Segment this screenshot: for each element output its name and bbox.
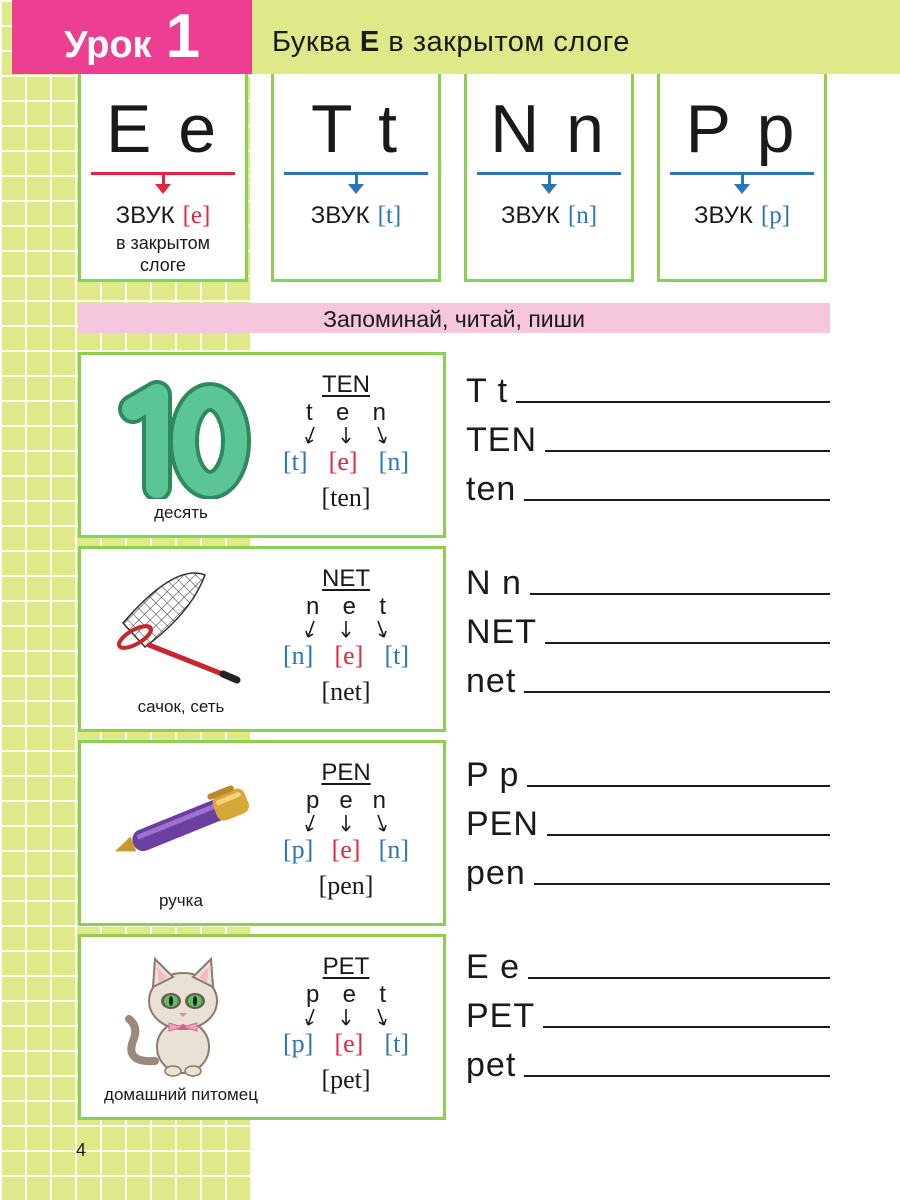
picture-caption: ручка bbox=[159, 891, 203, 910]
scheme-sound: [e] bbox=[328, 447, 358, 476]
writing-prompt: P p bbox=[466, 756, 520, 794]
arrow-stem bbox=[162, 174, 165, 184]
writing-row[interactable] bbox=[466, 805, 830, 844]
word-card-pet bbox=[78, 934, 446, 1120]
writing-line[interactable] bbox=[524, 499, 830, 501]
scheme-word: PET bbox=[322, 953, 370, 980]
scheme-letter: e bbox=[342, 981, 357, 1008]
scheme-letter: e bbox=[342, 593, 357, 620]
writing-line[interactable] bbox=[516, 401, 830, 403]
scheme-letter: t bbox=[306, 399, 313, 426]
sound-line bbox=[274, 202, 438, 230]
scheme-sound: [p] bbox=[283, 835, 314, 864]
note-line: в закрытом bbox=[115, 233, 211, 253]
scheme-letter: t bbox=[379, 981, 386, 1008]
writing-line[interactable] bbox=[530, 593, 830, 595]
word-card-net bbox=[78, 546, 446, 732]
scheme-letters bbox=[306, 983, 386, 1007]
scheme-sound: [e] bbox=[334, 1029, 364, 1058]
scheme-sounds bbox=[283, 641, 409, 671]
sound-line bbox=[467, 202, 631, 230]
down-arrow-icon bbox=[734, 184, 750, 194]
scheme-sound: [e] bbox=[331, 835, 361, 864]
arrow-stem bbox=[355, 174, 358, 184]
lesson-number: 1 bbox=[165, 2, 201, 71]
sound-label: ЗВУК bbox=[500, 202, 560, 229]
sound-label: ЗВУК bbox=[310, 202, 370, 229]
sound-symbol: [p] bbox=[760, 202, 791, 229]
pen-icon bbox=[105, 757, 255, 887]
scheme-sound: [n] bbox=[283, 641, 314, 670]
arrows-icon bbox=[296, 1007, 396, 1029]
arrows-icon bbox=[296, 619, 396, 641]
arrows-icon bbox=[296, 813, 396, 835]
writing-prompt: ten bbox=[466, 470, 517, 508]
lesson-word: Урок bbox=[63, 24, 152, 66]
transcription: [pen] bbox=[318, 871, 374, 900]
word-card-pen bbox=[78, 740, 446, 926]
instruction-banner: Запоминай, читай, пиши bbox=[78, 303, 830, 333]
scheme-letters bbox=[306, 789, 386, 813]
scheme-sound: [n] bbox=[378, 835, 409, 864]
writing-row[interactable] bbox=[466, 372, 830, 411]
transcription: [net] bbox=[321, 677, 371, 706]
writing-prompt: T t bbox=[466, 372, 509, 410]
title-letter: E bbox=[359, 26, 380, 58]
picture-caption: сачок, сеть bbox=[137, 697, 225, 716]
sound-label: ЗВУК bbox=[693, 202, 753, 229]
scheme-word: NET bbox=[322, 565, 370, 592]
scheme-sounds bbox=[283, 447, 409, 477]
scheme-sound: [e] bbox=[334, 641, 364, 670]
down-arrow-icon bbox=[155, 184, 171, 194]
scheme-sounds bbox=[283, 835, 409, 865]
writing-row[interactable] bbox=[466, 1046, 830, 1085]
scheme-sounds bbox=[283, 1029, 409, 1059]
writing-line[interactable] bbox=[543, 1026, 830, 1028]
scheme-letters bbox=[306, 401, 386, 425]
scheme-letter: t bbox=[379, 593, 386, 620]
arrow-stem bbox=[548, 174, 551, 184]
sound-note bbox=[81, 232, 245, 276]
scheme-sound: [t] bbox=[384, 641, 409, 670]
sound-line bbox=[81, 202, 245, 230]
scheme-sound: [n] bbox=[378, 447, 409, 476]
picture-caption: десять bbox=[154, 503, 208, 522]
writing-line[interactable] bbox=[527, 785, 830, 787]
transcription: [ten] bbox=[321, 483, 371, 512]
writing-prompt: NET bbox=[466, 613, 537, 651]
letter-card-p bbox=[657, 74, 827, 282]
scheme-sound: [t] bbox=[384, 1029, 409, 1058]
writing-line[interactable] bbox=[524, 691, 830, 693]
scheme-letter: e bbox=[335, 399, 350, 426]
arrows-icon bbox=[296, 425, 396, 447]
writing-prompt: E e bbox=[466, 948, 521, 986]
down-arrow-icon bbox=[348, 184, 364, 194]
writing-row[interactable] bbox=[466, 613, 830, 652]
writing-row[interactable] bbox=[466, 756, 830, 795]
writing-row[interactable] bbox=[466, 564, 830, 603]
word-card-ten bbox=[78, 352, 446, 538]
title-suffix: в закрытом слоге bbox=[388, 26, 630, 58]
scheme-word: PEN bbox=[321, 759, 371, 786]
writing-line[interactable] bbox=[547, 834, 830, 836]
sound-symbol: [e] bbox=[182, 202, 211, 229]
transcription: [pet] bbox=[321, 1065, 371, 1094]
writing-prompt: TEN bbox=[466, 421, 537, 459]
lesson-title bbox=[272, 26, 630, 59]
arrow-stem bbox=[741, 174, 744, 184]
writing-prompt: N n bbox=[466, 564, 522, 602]
scheme-letter: p bbox=[306, 787, 320, 814]
page-number: 4 bbox=[76, 1140, 87, 1160]
writing-row[interactable] bbox=[466, 854, 830, 893]
word-scheme bbox=[281, 953, 411, 1095]
letter-pair: P p bbox=[685, 91, 799, 167]
scheme-sound: [t] bbox=[283, 447, 308, 476]
scheme-sound: [p] bbox=[283, 1029, 314, 1058]
butterfly-net-icon bbox=[105, 563, 255, 693]
writing-prompt: pen bbox=[466, 854, 526, 892]
writing-prompt: PET bbox=[466, 997, 536, 1035]
sound-symbol: [n] bbox=[567, 202, 598, 229]
scheme-letter: e bbox=[339, 787, 353, 814]
cat-icon bbox=[105, 951, 255, 1081]
writing-line[interactable] bbox=[545, 642, 830, 644]
writing-row[interactable] bbox=[466, 421, 830, 460]
word-scheme bbox=[281, 371, 411, 513]
scheme-word: TEN bbox=[322, 371, 370, 398]
writing-line[interactable] bbox=[534, 883, 830, 885]
sound-label: ЗВУК bbox=[115, 202, 175, 229]
scheme-letter: n bbox=[306, 593, 320, 620]
word-scheme bbox=[281, 565, 411, 707]
writing-line[interactable] bbox=[528, 977, 830, 979]
writing-prompt: pet bbox=[466, 1046, 517, 1084]
letter-pair: E e bbox=[105, 91, 221, 167]
writing-line[interactable] bbox=[524, 1075, 830, 1077]
scheme-letter: n bbox=[372, 399, 386, 426]
writing-row[interactable] bbox=[466, 662, 830, 701]
scheme-letters bbox=[306, 595, 386, 619]
down-arrow-icon bbox=[541, 184, 557, 194]
number-ten-icon bbox=[105, 369, 255, 499]
title-prefix: Буква bbox=[272, 26, 352, 58]
sound-line bbox=[660, 202, 824, 230]
word-scheme bbox=[281, 759, 411, 901]
lesson-badge bbox=[12, 0, 252, 74]
picture-caption: домашний питомец bbox=[104, 1085, 258, 1104]
sound-symbol: [t] bbox=[377, 202, 402, 229]
letter-pair: N n bbox=[490, 91, 608, 167]
writing-row[interactable] bbox=[466, 470, 830, 509]
writing-row[interactable] bbox=[466, 948, 830, 987]
scheme-letter: p bbox=[306, 981, 320, 1008]
letter-card-n bbox=[464, 74, 634, 282]
writing-row[interactable] bbox=[466, 997, 830, 1036]
writing-line[interactable] bbox=[545, 450, 830, 452]
writing-prompt: PEN bbox=[466, 805, 539, 843]
letter-card-e bbox=[78, 74, 248, 282]
letter-pair: T t bbox=[310, 91, 402, 167]
writing-prompt: net bbox=[466, 662, 517, 700]
note-line: слоге bbox=[140, 255, 186, 275]
scheme-letter: n bbox=[372, 787, 386, 814]
letter-card-t bbox=[271, 74, 441, 282]
